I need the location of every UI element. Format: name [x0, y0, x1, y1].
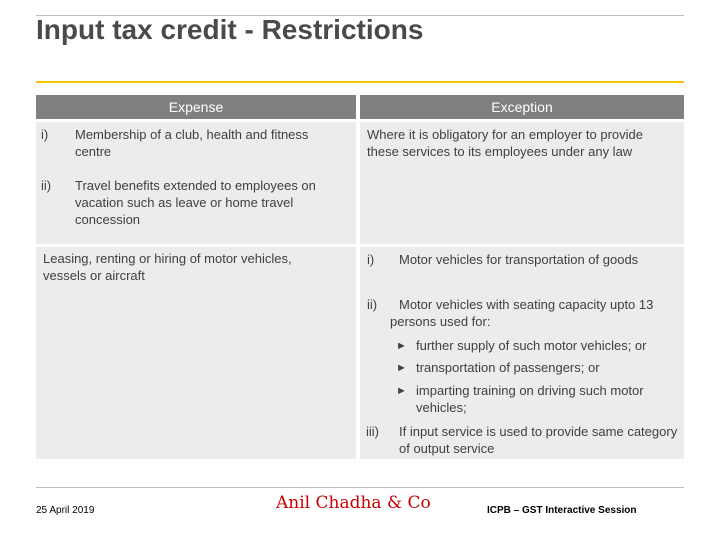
item-number: ii) [367, 297, 378, 312]
item-number: i) [367, 252, 375, 267]
slide-title: Input tax credit - Restrictions [36, 14, 424, 45]
header-expense: Expense [36, 95, 356, 119]
exception-goods-vehicles: Motor vehicles for transportation of goods [399, 252, 639, 267]
bullet-arrow-icon: ► [396, 385, 407, 397]
footer-brand-logo: Anil Chadha & Co [276, 493, 431, 513]
row2-exception-cell [360, 247, 684, 459]
row2-expense-cell [36, 247, 356, 459]
expense-item-vehicles: Leasing, renting or hiring of motor vehicles, vessels or aircraft [43, 251, 292, 283]
item-number: i) [41, 127, 49, 142]
bullet-arrow-icon: ► [396, 340, 407, 352]
bullet-item: transportation of passengers; or [416, 360, 600, 375]
exception-same-category: If input service is used to provide same category of output service [399, 424, 678, 456]
item-number: ii) [41, 178, 52, 193]
title-underline [36, 81, 684, 83]
footer-session-title: ICPB – GST Interactive Session [487, 505, 637, 516]
footer-date: 25 April 2019 [36, 505, 95, 516]
bullet-arrow-icon: ► [396, 362, 407, 374]
bullet-item: further supply of such motor vehicles; or [416, 338, 647, 353]
exception-text: Where it is obligatory for an employer to provide these services to its employees under any law [367, 127, 644, 159]
footer-divider [36, 487, 684, 488]
expense-item-club: Membership of a club, health and fitness centre [75, 127, 309, 159]
row1-exception-cell [360, 122, 684, 244]
item-number: iii) [366, 424, 379, 439]
exception-seating-vehicles: Motor vehicles with seating capacity upto 13 persons used for: [390, 297, 654, 329]
header-exception: Exception [360, 95, 684, 119]
bullet-item: imparting training on driving such motor vehicles; [416, 383, 644, 415]
expense-item-travel: Travel benefits extended to employees on vacation such as leave or home travel concession [75, 178, 316, 227]
row1-expense-cell [36, 122, 356, 244]
